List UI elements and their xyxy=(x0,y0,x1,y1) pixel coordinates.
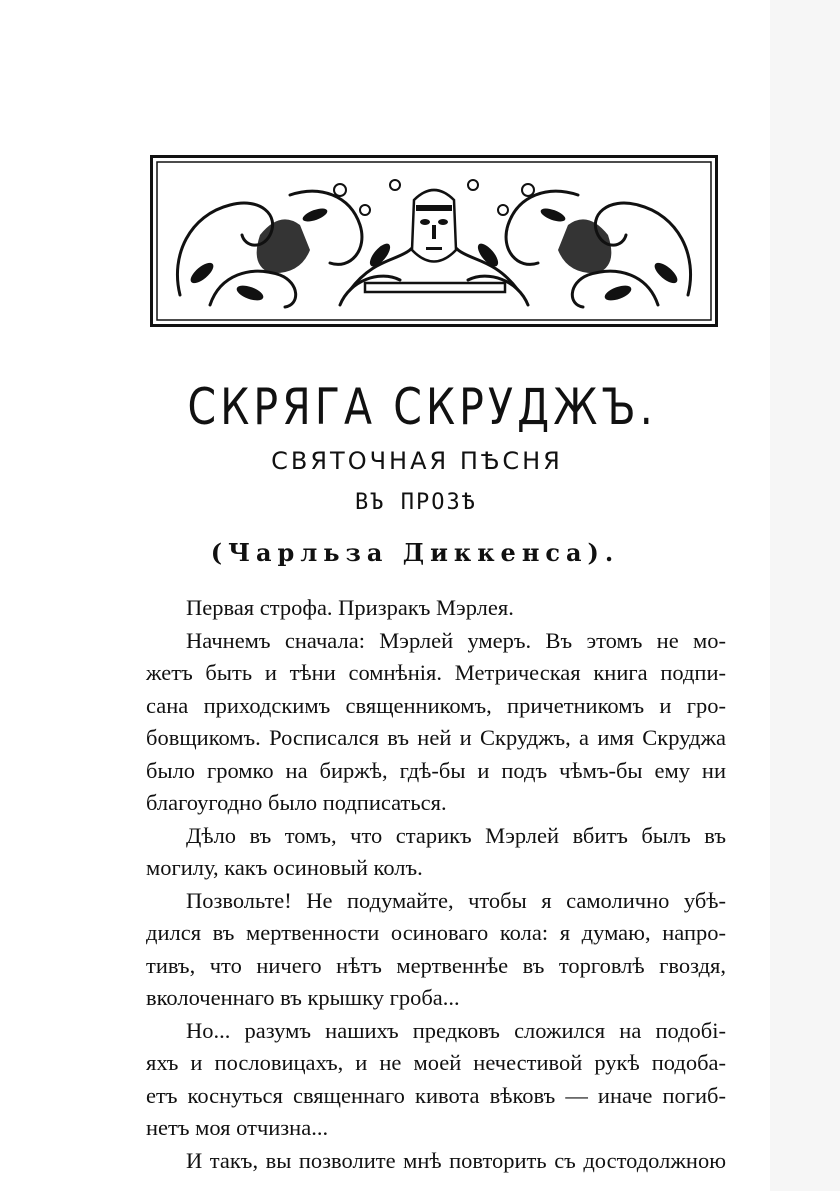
text-line: етъ коснуться священнаго кивота вѣковъ — иначе погиб- xyxy=(146,1082,726,1108)
text-line: могилу, какъ осиновый колъ. xyxy=(146,855,423,880)
author-line: (Чарльза Диккенса). xyxy=(210,538,620,567)
text-line: было громко на биржѣ, гдѣ-бы и подъ чѣмъ-бы ему ни xyxy=(146,757,726,783)
text-line: нетъ моя отчизна... xyxy=(146,1115,329,1140)
text-line: яхъ и пословицахъ, и не моей нечестивой рукѣ подоба- xyxy=(146,1050,726,1075)
text-line: И такъ, вы позволите мнѣ повторить съ достодолжною xyxy=(186,1147,726,1173)
subtitle-prose: ВЪ ПРОЗѢ xyxy=(355,490,477,515)
text-line: жетъ быть и тѣни сомнѣнія. Метрическая книга подпи- xyxy=(146,660,726,685)
chapter-heading: Первая строфа. Призракъ Мэрлея. xyxy=(186,595,514,620)
text-line: Но... разумъ нашихъ предковъ сложился на подобі- xyxy=(186,1017,726,1043)
page-edge xyxy=(770,0,840,1191)
text-line: Начнемъ сначала: Мэрлей умеръ. Въ этомъ не мо- xyxy=(186,627,726,653)
text-line: благоугодно было подписаться. xyxy=(146,790,447,815)
text-line: тивъ, что ничего нѣтъ мертвеннѣе въ торговлѣ гвоздя, xyxy=(146,952,726,978)
text-line: сана приходскимъ священникомъ, причетникомъ и гро- xyxy=(146,692,726,718)
text-line: бовщикомъ. Росписался въ ней и Скруджъ, а имя Скруджа xyxy=(146,725,726,750)
subtitle: СВЯТОЧНАЯ ПѢСНЯ xyxy=(271,447,563,475)
book-title: СКРЯГА СКРУДЖЪ. xyxy=(187,378,657,436)
text-line: Позвольте! Не подумайте, чтобы я самолично убѣ- xyxy=(186,887,726,913)
text-line: дился въ мертвенности осиноваго кола: я думаю, напро- xyxy=(146,920,726,945)
grotesque-headpiece-ornament-icon xyxy=(150,155,718,327)
body-text xyxy=(146,592,726,1177)
text-line: Дѣло въ томъ, что старикъ Мэрлей вбитъ былъ въ xyxy=(186,822,726,848)
text-line: вколоченнаго въ крышку гроба... xyxy=(146,985,460,1010)
